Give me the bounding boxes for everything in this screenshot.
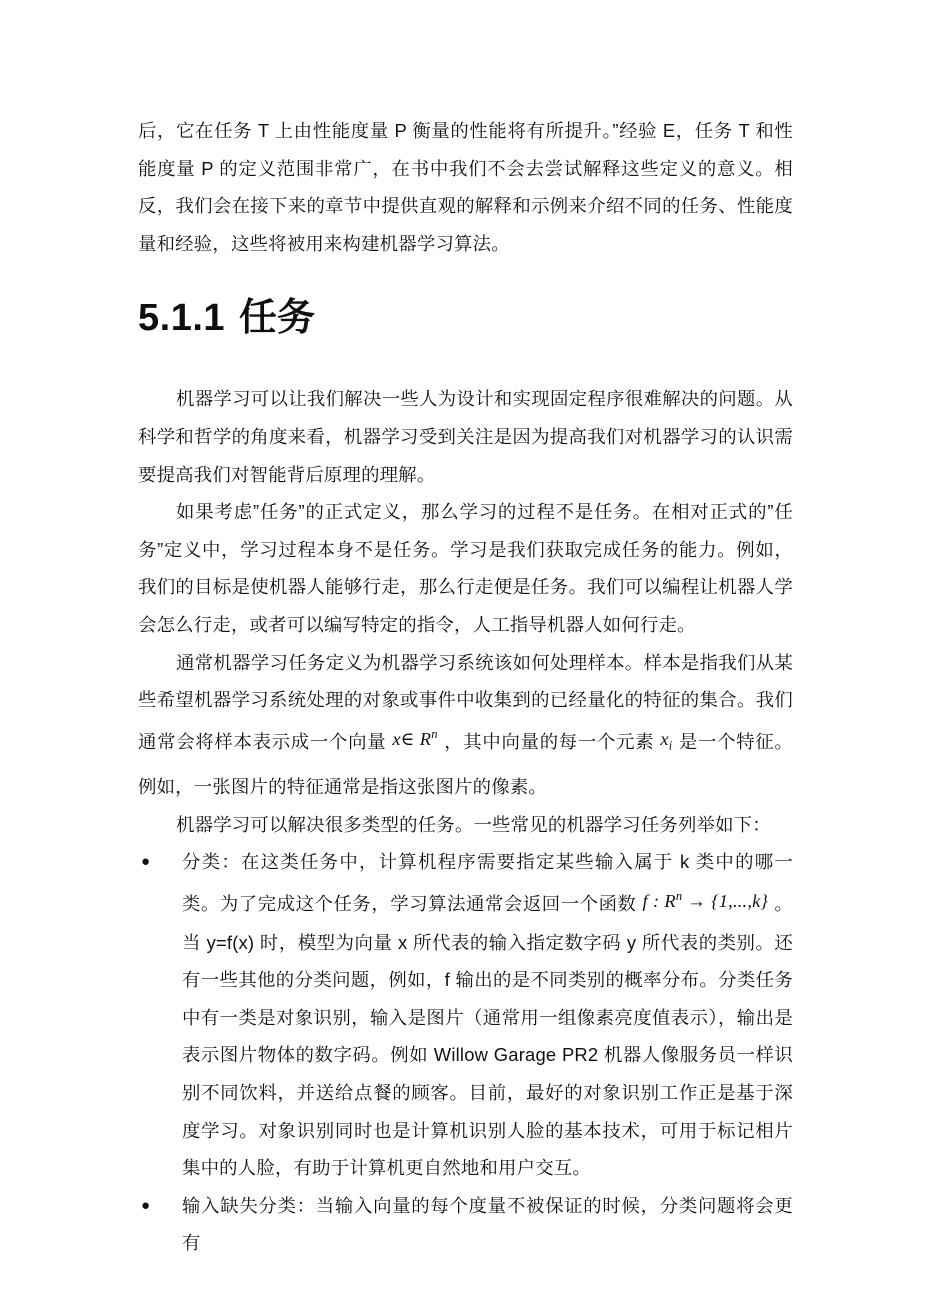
- formula-superscript: n: [431, 726, 438, 741]
- section-title: 任务: [239, 297, 316, 340]
- paragraph-ml-problems: 机器学习可以让我们解决一些人为设计和实现固定程序很难解决的问题。从科学和哲学的角度来看，机器学习受到关注是因为提高我们对机器学习的认识需要提高我们对智能背后原理的理解。: [138, 388, 793, 485]
- formula-superscript: n: [675, 888, 683, 903]
- inline-formula-function: [642, 888, 769, 912]
- task-list: [138, 843, 793, 1262]
- list-item-text: 当输入向量的每个度量不被保证的时候，分类问题将会更有: [182, 1194, 793, 1254]
- list-item-text: 在这类任务中，计算机程序需要指定某些输入属于 k 类中的哪一类。为了完成这个任务，学习算法通常会返回一个函数: [182, 851, 793, 915]
- paragraph-samples: [138, 644, 793, 806]
- bullet-icon: ●: [141, 1196, 151, 1214]
- formula-base: x∈ R: [392, 728, 432, 749]
- list-item-label: 分类：: [182, 851, 241, 873]
- paragraph-continuation: 后，它在任务 T 上由性能度量 P 衡量的性能将有所提升。”经验 E，任务 T 和性能度量 P 的定义范围非常广，在书中我们不会去尝试解释这些定义的意义。相反，我们会在接下来的章节中提供直观的解释和示例来介绍不同的任务、性能度量和经验，这些将被用来构建机器学习算法。: [138, 120, 793, 254]
- paragraph-text: 是一个特征。例如，一张图片的特征通常是指这张图片的像素。: [138, 730, 793, 798]
- list-item-text: 。当 y=f(x) 时，模型为向量 x 所代表的输入指定数字码 y 所代表的类别。还有一些其他的分类问题，例如，f 输出的是不同类别的概率分布。分类任务中有一类是对象识别，输入是图片（通常用一组像素亮度值表示），输出是表示图片物体的数字码。例如 Willow Garage PR2 机器人像服务员一样识别不同饮料，并送给点餐的顾客。目前，最好的对象识别工作正是基于深度学习。对象识别同时也是计算机识别人脸的基本技术，可用于标记相片集中的人脸，有助于计算机更自然地和用户交互。: [182, 893, 793, 1179]
- bullet-icon: ●: [141, 853, 151, 871]
- inline-formula-vector: [392, 726, 438, 749]
- paragraph-task-list-intro: 机器学习可以解决很多类型的任务。一些常见的机器学习任务列举如下：: [176, 813, 771, 835]
- list-item-label: 输入缺失分类：: [182, 1194, 316, 1216]
- paragraph-task-definition: 如果考虑”任务”的正式定义，那么学习的过程不是任务。在相对正式的”任务”定义中，学习过程本身不是任务。学习是我们获取完成任务的能力。例如，我们的目标是使机器人能够行走，那么行走便是任务。我们可以编程让机器人学会怎么行走，或者可以编写特定的指令，人工指导机器人如何行走。: [138, 501, 793, 635]
- formula-subscript: i: [668, 738, 673, 753]
- section-number: 5.1.1: [138, 297, 226, 340]
- paragraph-text: ，其中向量的每一个元素: [443, 730, 655, 752]
- formula-tail: → {1,...,k}: [682, 891, 769, 912]
- formula-base: f : R: [642, 891, 676, 912]
- formula-base: x: [660, 728, 669, 749]
- inline-formula-element: [660, 728, 673, 753]
- list-item-missing-inputs: [138, 1187, 793, 1262]
- paragraph-text: 通常机器学习任务定义为机器学习系统该如何处理样本。样本是指我们从某些希望机器学习系统处理的对象或事件中收集到的已经量化的特征的集合。我们通常会将样本表示成一个向量: [138, 651, 793, 752]
- list-item-classification: [138, 843, 793, 1186]
- section-heading: [138, 296, 793, 340]
